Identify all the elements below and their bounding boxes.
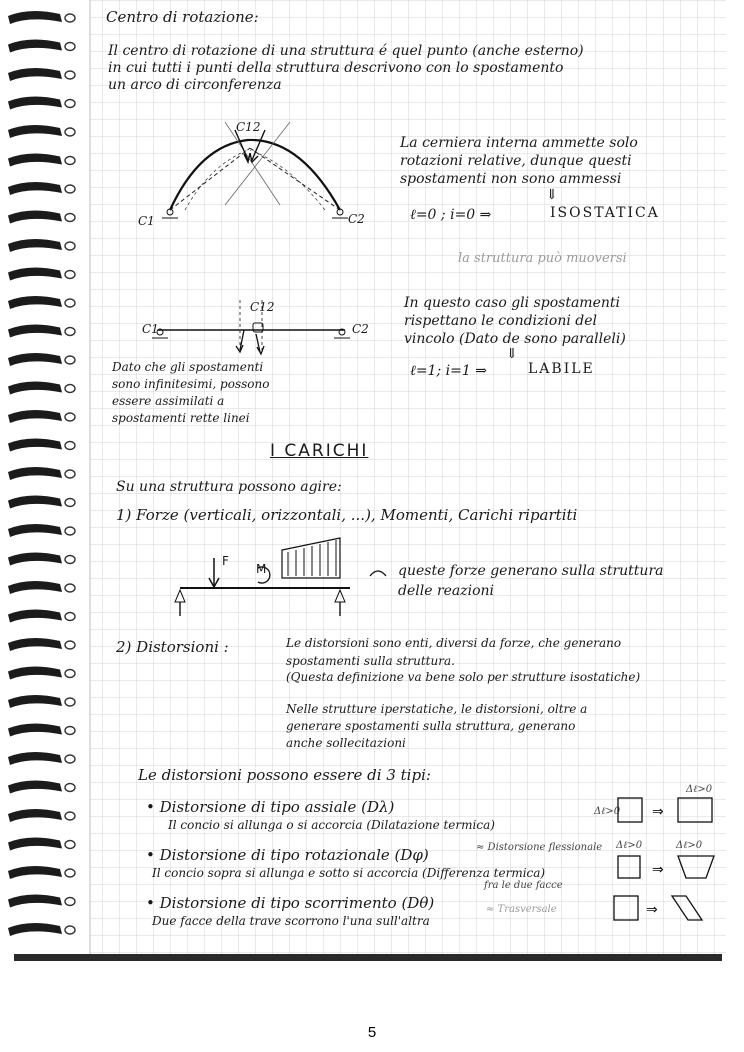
type-rotational-delta-right: Δℓ>0 — [676, 840, 703, 851]
page-number: 5 — [367, 1024, 377, 1041]
beam-side-line-1: Dato che gli spostamenti — [112, 360, 264, 374]
spiral-ring-icon — [8, 837, 75, 850]
definition-line-1: Il centro di rotazione di una struttura é quel punto (anche esterno) — [108, 43, 584, 59]
type-rotational-sub2: fra le due facce — [484, 880, 563, 891]
spiral-ring-icon — [8, 324, 75, 337]
distorsioni-p1-line-1: Le distorsioni sono enti, diversi da forze, che generano — [286, 636, 622, 650]
arch-note-arrow: ⇓ — [546, 187, 558, 203]
spiral-binding-icon — [0, 0, 86, 960]
beam-result: LABILE — [528, 361, 595, 377]
spiral-ring-icon — [8, 638, 75, 651]
type-rotational-delta-left: Δℓ>0 — [616, 840, 643, 851]
spiral-ring-icon — [8, 153, 75, 166]
arch-result: ISOSTATICA — [550, 205, 660, 221]
type-shear-title: • Distorsione di tipo scorrimento (Dθ) — [146, 894, 435, 912]
spiral-ring-icon — [8, 11, 75, 24]
beam-note-arrow: ⇓ — [506, 346, 518, 362]
spiral-ring-icon — [8, 752, 75, 765]
svg-text:⇒: ⇒ — [646, 902, 658, 918]
beam-side-line-4: spostamenti rette linei — [112, 411, 250, 425]
spiral-ring-icon — [8, 923, 75, 936]
spiral-ring-icon — [8, 695, 75, 708]
spiral-ring-icon — [8, 524, 75, 537]
spiral-ring-icon — [8, 182, 75, 195]
arch-formula: ℓ=0 ; i=0 ⇒ — [410, 207, 492, 223]
page-bottom-edge — [14, 954, 722, 961]
beam-note-line-2: rispettano le condizioni del — [404, 313, 597, 329]
distorsioni-types-intro: Le distorsioni possono essere di 3 tipi: — [138, 766, 431, 784]
beam-note-line-3: vincolo (Dato de sono paralleli) — [404, 331, 626, 347]
spiral-ring-icon — [8, 68, 75, 81]
reaction-line-1: queste forze generano sulla struttura — [398, 563, 664, 579]
distorsioni-label: 2) Distorsioni : — [116, 638, 229, 656]
shear-distortion-icon — [610, 890, 710, 930]
spiral-ring-icon — [8, 353, 75, 366]
spiral-ring-icon — [8, 410, 75, 423]
beam-c1-label: C1 — [142, 322, 159, 336]
spiral-ring-icon — [8, 296, 75, 309]
type-shear-side: ≈ Trasversale — [486, 904, 557, 915]
type-rotational-side: ≈ Distorsione flessionale — [476, 842, 603, 853]
distorsioni-p2-line-1: Nelle strutture iperstatiche, le distorsioni, oltre a — [286, 702, 588, 716]
spiral-ring-icon — [8, 780, 75, 793]
beam-c12-label: C12 — [250, 300, 275, 314]
definition-line-3: un arco di circonferenza — [108, 77, 282, 93]
moment-label: M — [256, 562, 267, 576]
type-axial-title: • Distorsione di tipo assiale (Dλ) — [146, 798, 395, 816]
definition-line-2: in cui tutti i punti della struttura descrivono con lo spostamento — [108, 60, 564, 76]
arch-note-line-1: La cerniera interna ammette solo — [400, 135, 638, 151]
type-rotational-sub: Il concio sopra si allunga e sotto si accorcia (Differenza termica) — [152, 866, 546, 880]
arch-note-line-2: rotazioni relative, dunque questi — [400, 153, 632, 169]
forces-line: 1) Forze (verticali, orizzontali, ...), Momenti, Carichi ripartiti — [116, 506, 578, 524]
arch-c2-label: C2 — [348, 212, 365, 226]
spiral-ring-icon — [8, 552, 75, 565]
erased-note: la struttura può muoversi — [458, 251, 627, 266]
spiral-ring-icon — [8, 894, 75, 907]
spiral-ring-icon — [8, 125, 75, 138]
distorsioni-p1-line-3: (Questa definizione va bene solo per strutture isostatiche) — [286, 670, 641, 684]
spiral-ring-icon — [8, 809, 75, 822]
distorsioni-p1-line-2: spostamenti sulla struttura. — [286, 654, 455, 668]
axial-distortion-icon — [614, 792, 718, 828]
spiral-ring-icon — [8, 467, 75, 480]
spiral-ring-icon — [8, 39, 75, 52]
section-title: Centro di rotazione: — [106, 8, 259, 26]
spiral-ring-icon — [8, 666, 75, 679]
rotational-distortion-icon — [614, 852, 718, 888]
beam-side-line-2: sono infinitesimi, possono — [112, 377, 270, 391]
distorsioni-p2-line-3: anche sollecitazioni — [286, 736, 406, 750]
spiral-ring-icon — [8, 866, 75, 879]
spiral-ring-icon — [8, 495, 75, 508]
type-rotational-title: • Distorsione di tipo rotazionale (Dφ) — [146, 846, 429, 864]
spiral-ring-icon — [8, 581, 75, 594]
arch-c12-label: C12 — [236, 120, 261, 134]
spiral-ring-icon — [8, 609, 75, 622]
type-axial-sub: Il concio si allunga o si accorcia (Dilatazione termica) — [168, 818, 495, 832]
loads-diagram — [170, 530, 390, 620]
spiral-ring-icon — [8, 723, 75, 736]
svg-text:⇒: ⇒ — [652, 862, 664, 878]
force-f-label: F — [222, 554, 229, 568]
spiral-ring-icon — [8, 438, 75, 451]
type-axial-delta-right: Δℓ>0 — [686, 784, 713, 795]
beam-formula: ℓ=1; i=1 ⇒ — [410, 363, 487, 379]
spiral-ring-icon — [8, 96, 75, 109]
beam-side-line-3: essere assimilati a — [112, 394, 225, 408]
spiral-ring-icon — [8, 267, 75, 280]
arch-c1-label: C1 — [138, 214, 155, 228]
beam-c2-label: C2 — [352, 322, 369, 336]
beam-note-line-1: In questo caso gli spostamenti — [404, 295, 620, 311]
svg-text:⇒: ⇒ — [652, 804, 664, 820]
type-shear-sub: Due facce della trave scorrono l'una sull'altra — [152, 914, 430, 928]
spiral-ring-icon — [8, 381, 75, 394]
arch-note-line-3: spostamenti non sono ammessi — [400, 171, 622, 187]
section-heading: I CARICHI — [270, 441, 369, 461]
spiral-ring-icon — [8, 239, 75, 252]
loads-intro: Su una struttura possono agire: — [116, 479, 342, 495]
spiral-ring-icon — [8, 210, 75, 223]
type-axial-delta-left: Δℓ>0 — [594, 806, 621, 817]
reaction-line-2: delle reazioni — [398, 583, 495, 599]
distorsioni-p2-line-2: generare spostamenti sulla struttura, generano — [286, 719, 576, 733]
